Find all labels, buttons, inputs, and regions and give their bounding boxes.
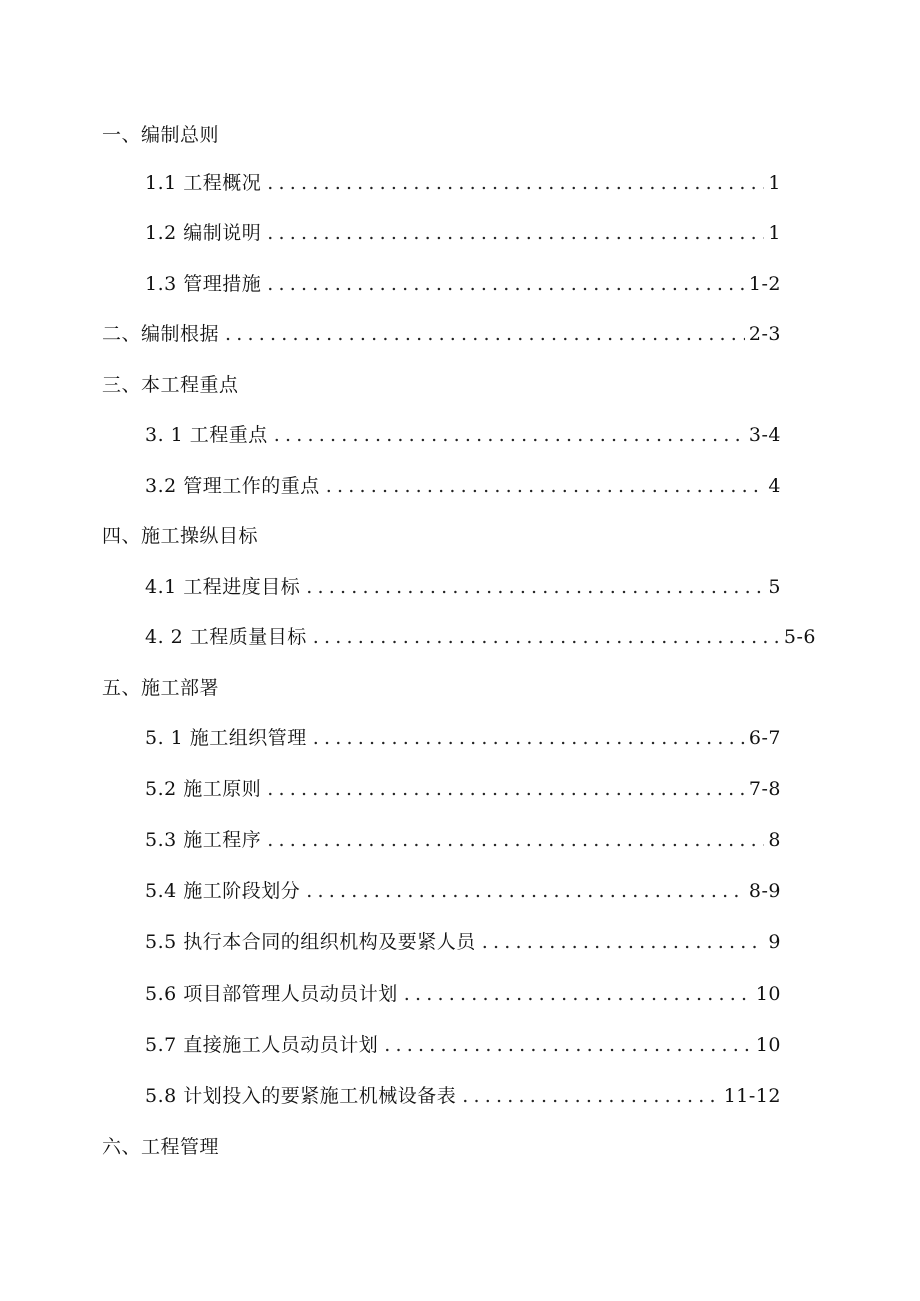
toc-entry-4-2 [145,622,816,652]
dot-leader [306,572,764,602]
toc-entry-page: 6-7 [748,727,781,749]
toc-entry-5-5 [145,927,781,957]
toc-entry-label: 5.7 直接施工人员动员计划 [145,1034,379,1056]
toc-entry-label: 五、施工部署 [102,677,220,699]
toc-entry-section-2 [102,319,781,349]
toc-entry-page: 10 [755,1034,781,1056]
toc-entry-label: 3. 1 工程重点 [145,424,268,446]
toc-entry-label: 1.1 工程概况 [145,172,262,194]
toc-entry-page: 8 [768,829,781,851]
dot-leader [267,774,745,804]
toc-entry-label: 1.3 管理措施 [145,273,262,295]
dot-leader [313,723,745,753]
dot-leader [267,825,764,855]
toc-entry-5-6 [145,979,781,1009]
toc-entry-5-8 [145,1081,781,1111]
dot-leader [404,979,752,1009]
toc-entry-page: 2-3 [748,323,781,345]
toc-entry-label: 二、编制根据 [102,323,220,345]
toc-entry-label: 3.2 管理工作的重点 [145,475,320,497]
dot-leader [313,622,780,652]
toc-entry-label: 四、施工操纵目标 [102,525,259,547]
toc-entry-page: 3-4 [748,424,781,446]
toc-entry-1-1 [145,168,781,198]
toc-entry-section-3 [102,370,239,400]
dot-leader [384,1030,752,1060]
toc-entry-page: 11-12 [723,1085,781,1107]
toc-entry-label: 5.2 施工原则 [145,778,262,800]
toc-entry-page: 8-9 [748,880,781,902]
toc-entry-label: 1.2 编制说明 [145,222,262,244]
dot-leader [462,1081,719,1111]
toc-entry-label: 5. 1 施工组织管理 [145,727,307,749]
toc-entry-5-7 [145,1030,781,1060]
toc-entry-label: 一、编制总则 [102,124,220,146]
toc-entry-page: 9 [768,931,781,953]
toc-entry-3-2 [145,471,781,501]
dot-leader [267,218,764,248]
toc-entry-label: 5.5 执行本合同的组织机构及要紧人员 [145,931,476,953]
toc-entry-section-1 [102,120,219,150]
toc-entry-5-2 [145,774,781,804]
toc-entry-page: 5 [768,576,781,598]
toc-entry-3-1 [145,420,781,450]
dot-leader [306,876,745,906]
toc-entry-page: 4 [768,475,781,497]
toc-entry-section-5 [102,673,219,703]
toc-entry-label: 5.8 计划投入的要紧施工机械设备表 [145,1085,457,1107]
toc-entry-page: 5-6 [783,626,816,648]
toc-entry-5-1 [145,723,781,753]
dot-leader [274,420,745,450]
toc-entry-1-3 [145,269,781,299]
toc-entry-page: 1-2 [748,273,781,295]
toc-entry-page: 10 [755,983,781,1005]
toc-entry-5-3 [145,825,781,855]
toc-entry-page: 7-8 [748,778,781,800]
toc-entry-page: 1 [768,222,781,244]
toc-entry-label: 4. 2 工程质量目标 [145,626,307,648]
toc-entry-1-2 [145,218,781,248]
dot-leader [482,927,765,957]
toc-entry-4-1 [145,572,781,602]
toc-entry-5-4 [145,876,781,906]
toc-entry-label: 三、本工程重点 [102,374,239,396]
toc-entry-section-6 [102,1132,219,1162]
toc-entry-label: 5.3 施工程序 [145,829,262,851]
toc-entry-label: 5.6 项目部管理人员动员计划 [145,983,398,1005]
dot-leader [326,471,765,501]
dot-leader [225,319,745,349]
dot-leader [267,269,745,299]
toc-entry-page: 1 [768,172,781,194]
dot-leader [267,168,764,198]
toc-entry-label: 5.4 施工阶段划分 [145,880,301,902]
toc-entry-label: 六、工程管理 [102,1136,220,1158]
toc-entry-section-4 [102,521,258,551]
toc-entry-label: 4.1 工程进度目标 [145,576,301,598]
